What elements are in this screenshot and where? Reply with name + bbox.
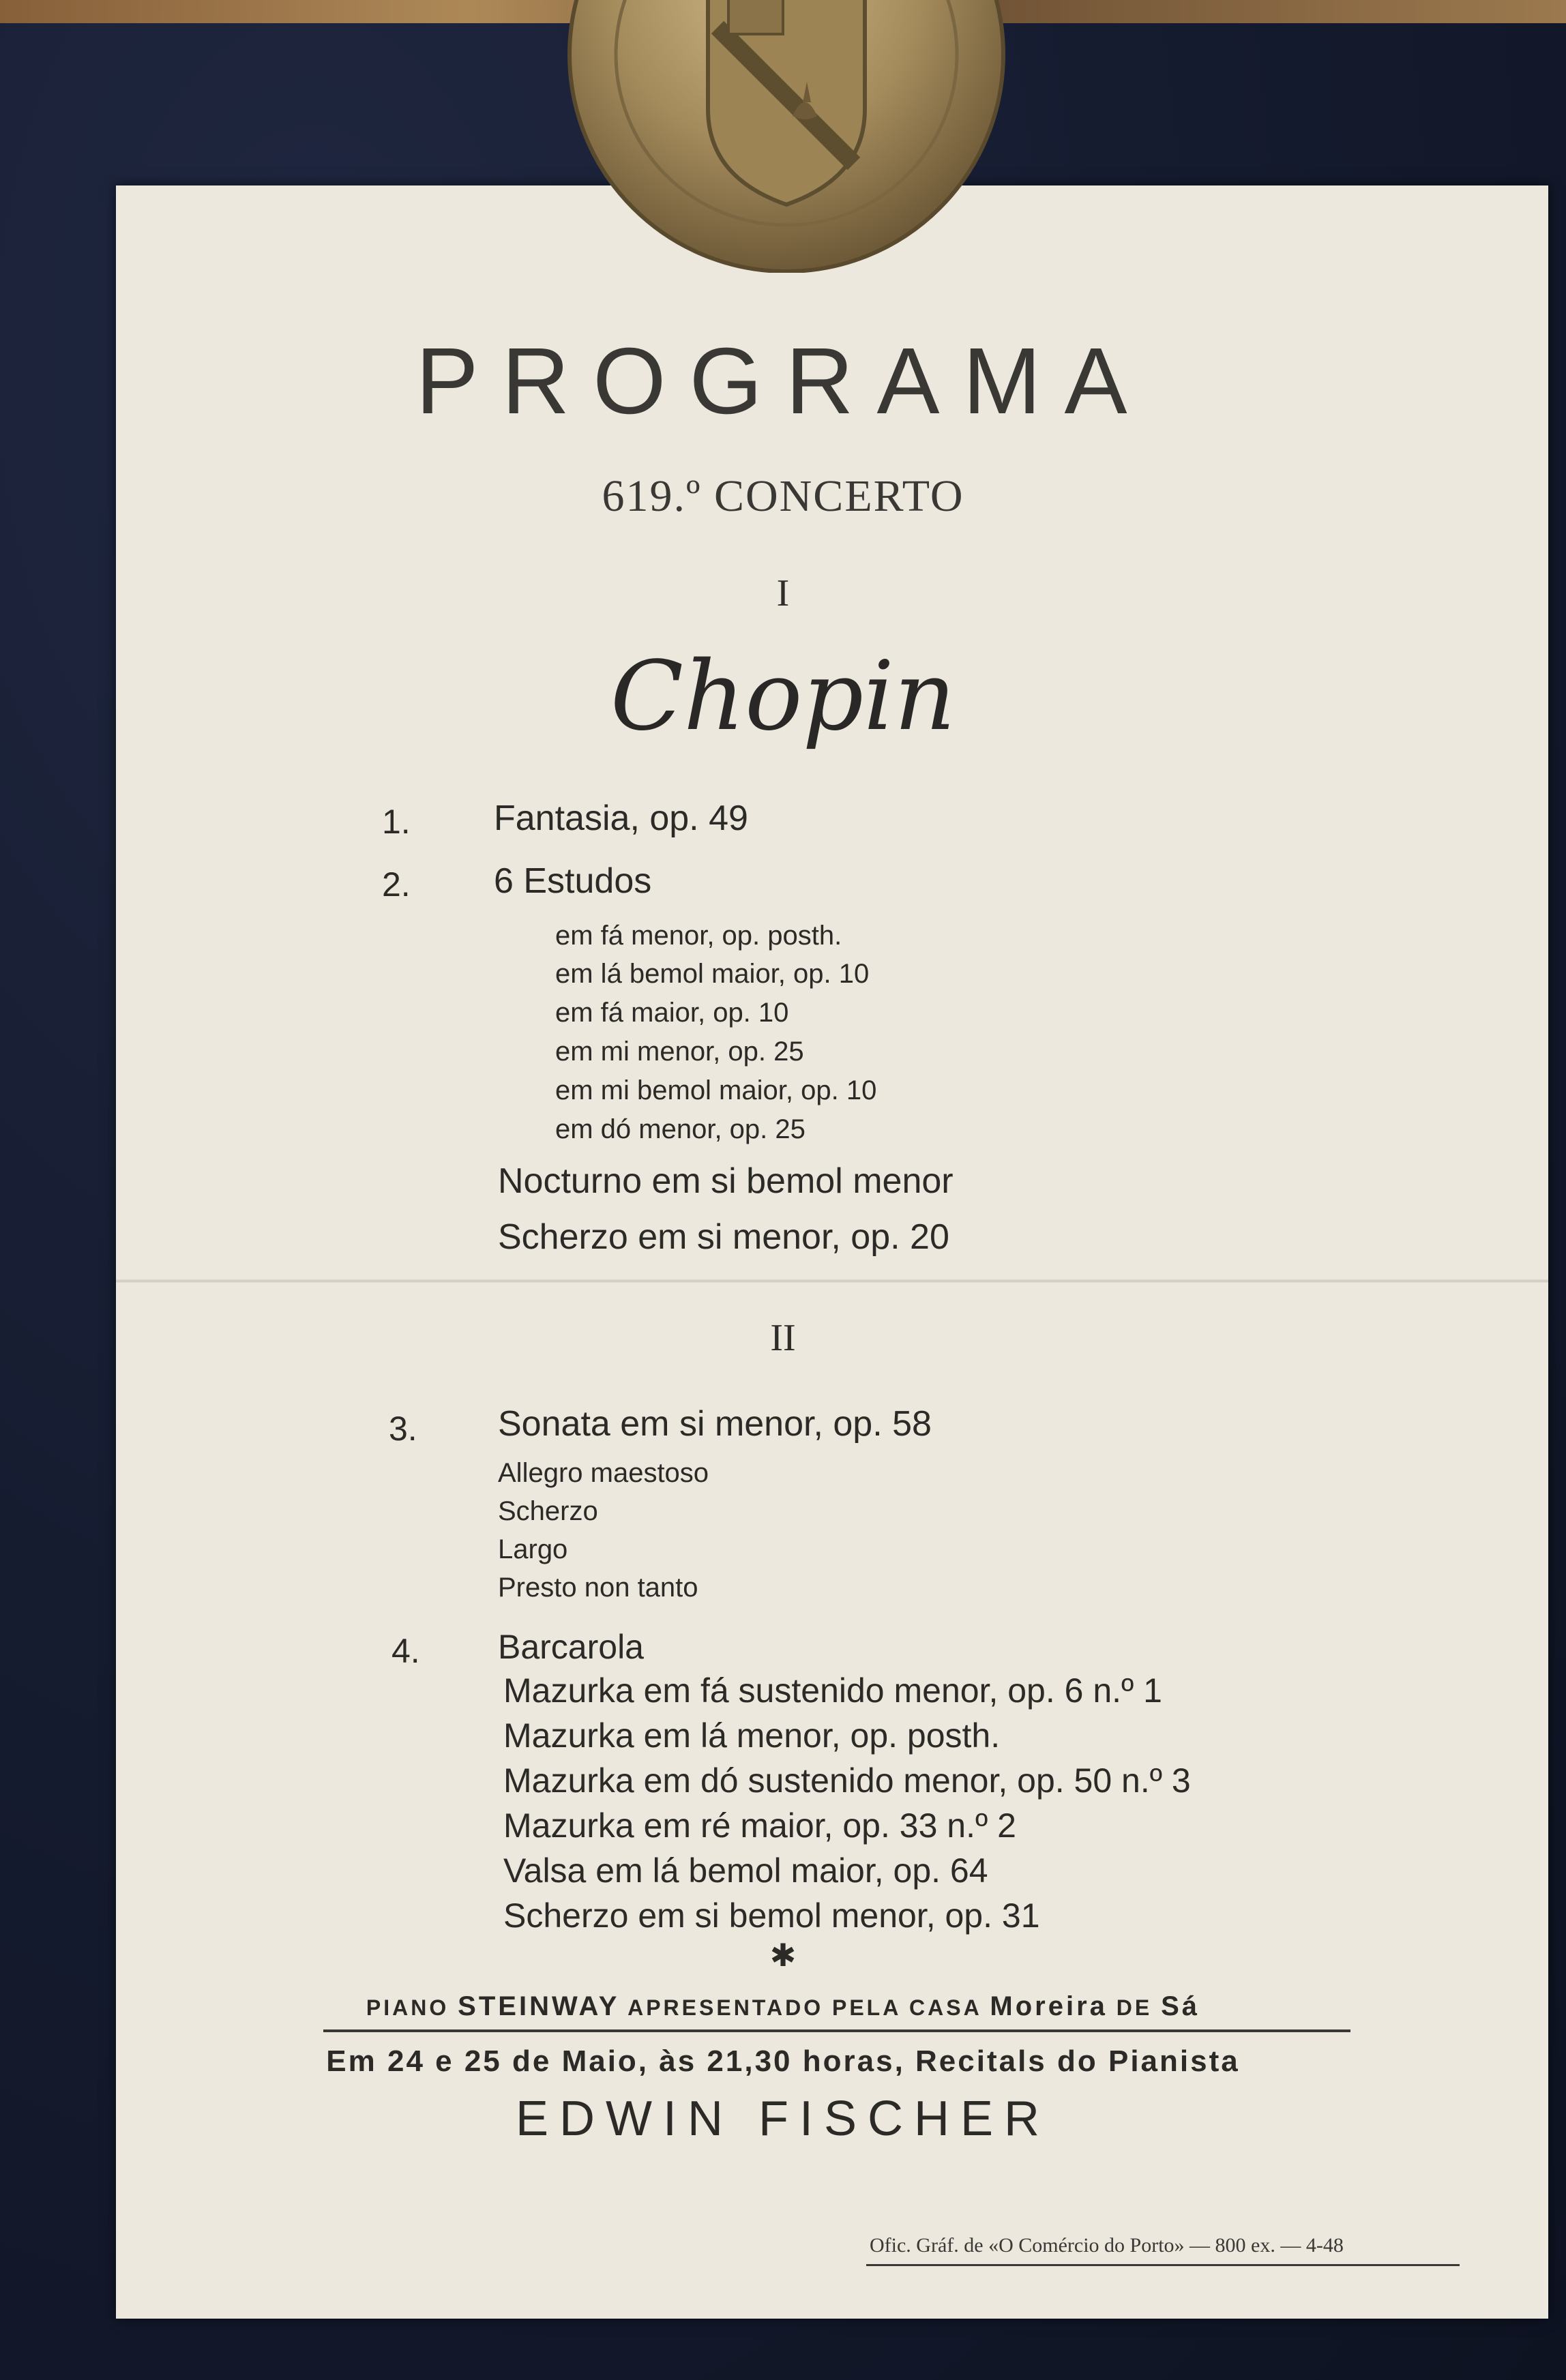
crest-icon [567,0,1005,273]
recital-announcement: Em 24 e 25 de Maio, às 21,30 horas, Recitals do Pianista [326,2044,1240,2078]
brass-medallion [567,0,1005,273]
piano-sponsor-line [0,1991,1566,2022]
study-line: em fá maior, op. 10 [555,998,789,1028]
program-title: PROGRAMA [415,329,1151,434]
piano-word: PIANO [366,1995,449,2020]
performer-name: EDWIN FISCHER [516,2092,1050,2146]
sponsor-surname: Sá [1161,1991,1200,2021]
item-number-2: 2. [382,865,411,904]
sponsor-particle: DE [1116,1995,1153,2020]
piece-line: Barcarola [498,1628,644,1666]
printer-underline [866,2264,1460,2266]
sponsor-name: Moreira [990,1991,1108,2021]
study-line: em dó menor, op. 25 [555,1114,806,1144]
item-title-fantasia: Fantasia, op. 49 [494,799,748,838]
concert-number: 619.º CONCERTO [602,471,964,521]
printer-credit: Ofic. Gráf. de «O Comércio do Porto» — 800 ex. — 4-48 [870,2234,1344,2257]
footer-divider [323,2029,1350,2032]
movement-line: Scherzo [498,1496,598,1526]
ornament-star-icon: ✱ [769,1937,797,1973]
nocturno-line: Nocturno em si bemol menor [498,1161,954,1201]
piece-line: Valsa em lá bemol maior, op. 64 [503,1851,988,1890]
item-title-sonata: Sonata em si menor, op. 58 [498,1404,932,1444]
item-title-estudos: 6 Estudos [494,861,652,901]
item-number-1: 1. [382,803,411,841]
study-line: em mi bemol maior, op. 10 [555,1075,877,1105]
item-number-3: 3. [389,1410,417,1448]
piece-line: Scherzo em si bemol menor, op. 31 [503,1896,1040,1935]
piece-line: Mazurka em fá sustenido menor, op. 6 n.º 1 [503,1671,1162,1710]
movement-line: Presto non tanto [498,1573,698,1603]
presented-by-text: APRESENTADO PELA CASA [627,1995,981,2020]
study-line: em lá bemol maior, op. 10 [555,959,870,989]
scherzo-op20-line: Scherzo em si menor, op. 20 [498,1217,949,1257]
composer-name: Chopin [610,641,956,752]
movement-line: Largo [498,1534,568,1564]
paper-fold [116,1279,1548,1283]
piece-line: Mazurka em dó sustenido menor, op. 50 n.º 3 [503,1761,1191,1800]
part-one-numeral: I [776,572,790,614]
part-two-numeral: II [770,1317,796,1359]
movement-line: Allegro maestoso [498,1458,709,1488]
item-number-4: 4. [392,1632,420,1670]
steinway-brand: STEINWAY [458,1991,620,2021]
study-line: em mi menor, op. 25 [555,1037,804,1067]
study-line: em fá menor, op. posth. [555,921,842,951]
piece-line: Mazurka em lá menor, op. posth. [503,1716,1001,1755]
piece-line: Mazurka em ré maior, op. 33 n.º 2 [503,1806,1016,1845]
